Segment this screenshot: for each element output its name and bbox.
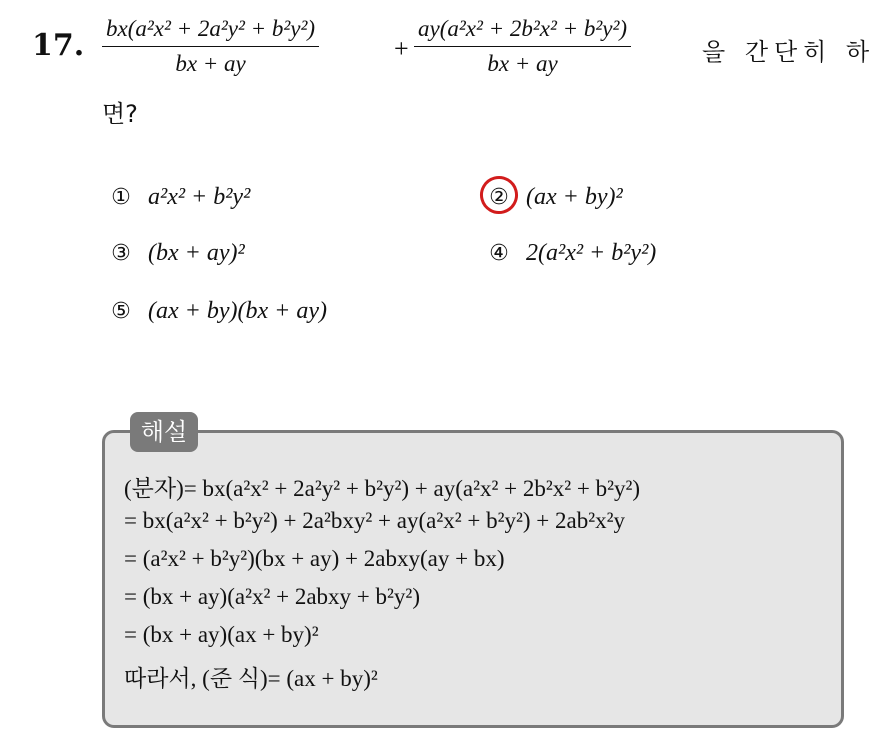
choice-5[interactable] [108, 298, 327, 325]
choice-5-expression: (ax + by)(bx + ay) [148, 298, 327, 324]
solution-tag: 해설 [130, 412, 198, 452]
choice-1-expression: a²x² + b²y² [148, 184, 251, 210]
solution-line-4: = (bx + ay)(a²x² + 2abxy + b²y²) [124, 584, 420, 609]
choice-1[interactable] [108, 184, 250, 211]
choice-4[interactable] [486, 240, 656, 267]
choice-2-mark: ② [489, 185, 509, 210]
fraction-1 [102, 16, 319, 77]
choice-2-expression: (ax + by)² [526, 184, 623, 210]
choice-4-expression: 2(a²x² + b²y²) [526, 240, 657, 266]
question-text-line2: 면? [102, 100, 138, 128]
solution-line-1: (분자)= bx(a²x² + 2a²y² + b²y²) + ay(a²x² + 2b²x² + b²y²) [124, 476, 641, 501]
choice-3-mark: ③ [111, 241, 131, 266]
fraction-1-numerator: bx(a²x² + 2a²y² + b²y²) [102, 16, 319, 47]
choice-3-expression: (bx + ay)² [148, 240, 245, 266]
answer-circle-mark [476, 172, 523, 219]
question-number: 17. [32, 28, 85, 63]
fraction-2 [414, 16, 631, 77]
choice-1-mark: ① [111, 185, 131, 210]
choice-3[interactable] [108, 240, 245, 267]
fraction-2-numerator: ay(a²x² + 2b²x² + b²y²) [414, 16, 631, 47]
fraction-1-denominator: bx + ay [175, 51, 246, 76]
choice-5-mark: ⑤ [111, 299, 131, 324]
solution-line-5: = (bx + ay)(ax + by)² [124, 622, 319, 647]
solution-line-2: = bx(a²x² + b²y²) + 2a²bxy² + ay(a²x² + b²y²) + 2ab²x²y [124, 508, 626, 533]
solution-line-6: 따라서, (준 식)= (ax + by)² [124, 666, 378, 691]
question-text-tail: 을 간단히 하 [702, 38, 876, 66]
solution-line-3: = (a²x² + b²y²)(bx + ay) + 2abxy(ay + bx) [124, 546, 505, 571]
plus-sign: + [394, 34, 409, 63]
fraction-2-denominator: bx + ay [487, 51, 558, 76]
choice-4-mark: ④ [489, 241, 509, 266]
